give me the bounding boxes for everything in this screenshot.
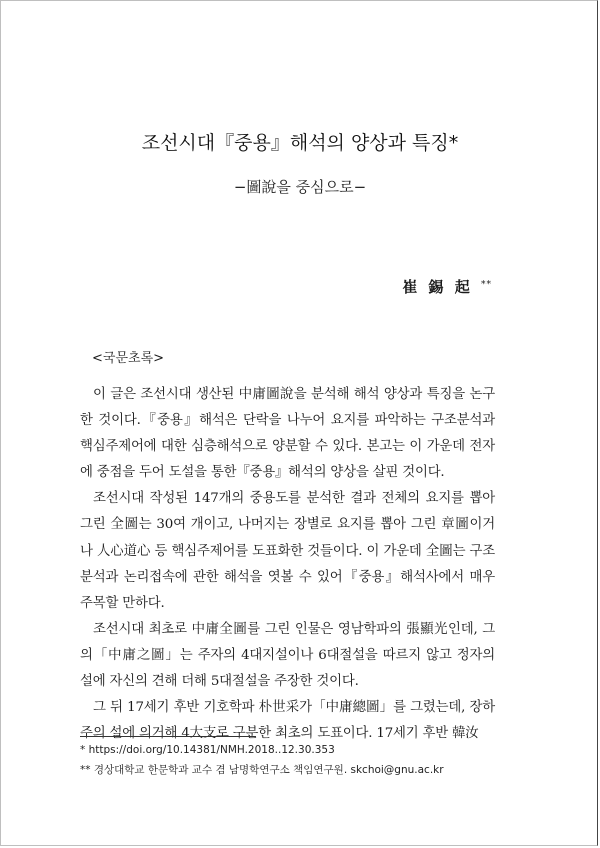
footnote-affiliation: ** 경상대학교 한문학과 교수 겸 남명학연구소 책임연구원. skchoi@gnu.ac.kr xyxy=(80,764,444,776)
paper-subtitle: −圖說을 중심으로− xyxy=(233,178,367,196)
author-name: 崔 錫 起 xyxy=(402,278,473,296)
author xyxy=(402,276,492,297)
paragraph-4: 그 뒤 17세기 후반 기호학파 朴世采가「中庸總圖」를 그렸는데, 장하주의 설에 의거해 4大支로 구분한 최초의 도표이다. 17세기 후반 韓汝 xyxy=(80,700,495,742)
paper-title: 조선시대『중용』해석의 양상과 특징* xyxy=(141,132,459,154)
footnote-doi: * https://doi.org/10.14381/NMH.2018..12.30.353 xyxy=(80,744,335,756)
author-footnote-mark: ** xyxy=(481,280,492,290)
abstract-body xyxy=(80,382,495,747)
paragraph-1: 이 글은 조선시대 생산된 中庸圖說을 분석해 해석 양상과 특징을 논구한 것이다.『중용』해석은 단락을 나누어 요지를 파악하는 구조분석과 핵심주제어에 대한 심층해석으로 양분할 수 있다. 본고는 이 가운데 전자에 중점을 두어 도설을 통한『중용』해석의 양상을 살핀 것이다. xyxy=(80,387,495,481)
paragraph-3: 조선시대 최초로 中庸全圖를 그린 인물은 영남학파의 張顯光인데, 그의「中庸之圖」는 주자의 4대지설이나 6대절설을 따르지 않고 정자의 설에 자신의 견해 더해 5대절설을 주장한 것이다. xyxy=(80,621,495,690)
abstract-label: <국문초록> xyxy=(92,351,165,366)
paragraph-2: 조선시대 작성된 147개의 중용도를 분석한 결과 전체의 요지를 뽑아 그린 全圖는 30여 개이고, 나머지는 장별로 요지를 뽑아 그린 章圖이거나 人心道心 등 핵심주제어를 도표화한 것들이다. 이 가운데 全圖는 구조분석과 논리접속에 관한 해석을 엿볼 수 있어『중용』해석사에서 매우 주목할 만하다. xyxy=(80,491,495,611)
footnote-divider xyxy=(80,736,256,737)
